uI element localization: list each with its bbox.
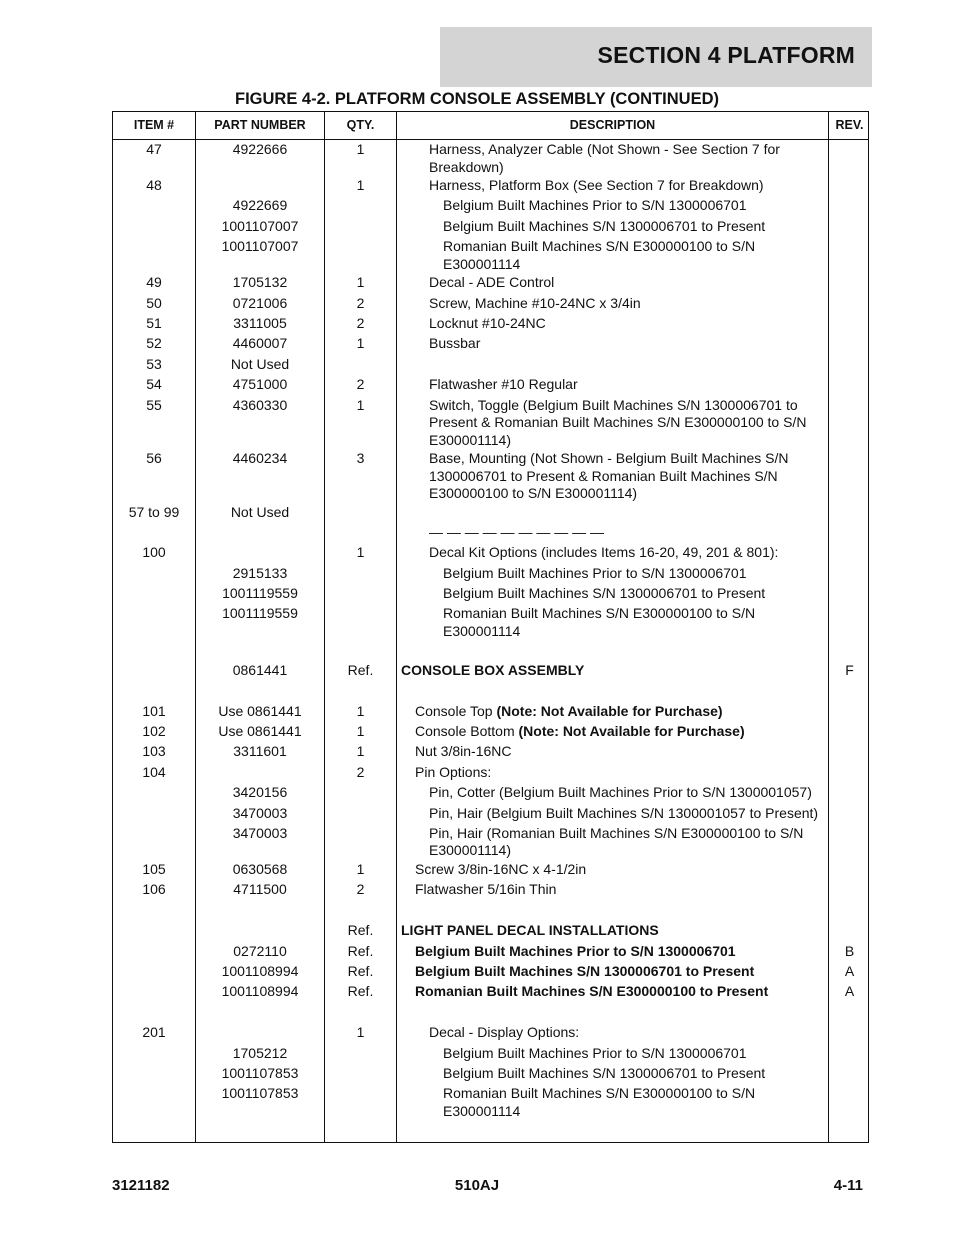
table-row <box>113 722 870 742</box>
description-text: LIGHT PANEL DECAL INSTALLATIONS <box>401 922 659 939</box>
description <box>429 273 827 292</box>
table-row <box>113 702 870 722</box>
table-row <box>113 140 870 176</box>
column-header-rev: REV. <box>835 118 864 132</box>
item-number: 52 <box>146 335 162 352</box>
description-text: Screw 3/8in-16NC x 4-1/2in <box>415 860 587 877</box>
part-number: 1001108994 <box>221 962 299 979</box>
table-row <box>113 217 870 237</box>
table-row <box>113 334 870 354</box>
item-number: 57 to 99 <box>128 503 180 520</box>
quantity: 2 <box>356 881 365 898</box>
description <box>443 1044 827 1063</box>
description <box>443 1064 827 1083</box>
description <box>429 783 827 802</box>
description <box>443 604 827 640</box>
description <box>429 334 827 353</box>
description-text: Flatwasher 5/16in Thin <box>415 881 557 898</box>
table-spacer <box>113 1003 870 1023</box>
table-row <box>113 1084 870 1120</box>
part-number: Not Used <box>230 503 290 520</box>
part-number: 4360330 <box>232 396 288 413</box>
page-number: 4-11 <box>833 1177 863 1194</box>
item-number: 104 <box>142 763 166 780</box>
part-number: 1705132 <box>232 274 288 291</box>
part-number: 4711500 <box>233 881 287 898</box>
item-number: 49 <box>146 274 162 291</box>
quantity: 1 <box>356 396 365 413</box>
description <box>401 921 827 940</box>
part-number: 3470003 <box>232 824 288 841</box>
item-number: 102 <box>142 723 166 740</box>
description <box>443 564 827 583</box>
table-spacer <box>113 640 870 660</box>
quantity: 1 <box>356 544 365 561</box>
part-number: 1001107007 <box>221 238 299 255</box>
table-row <box>113 804 870 824</box>
description-text: Belgium Built Machines S/N 1300006701 to Present <box>443 585 766 602</box>
table-row <box>113 523 870 543</box>
description-text: Screw, Machine #10-24NC x 3/4in <box>429 294 641 311</box>
description <box>415 702 827 721</box>
part-number: 2915133 <box>232 564 288 581</box>
description-text: Pin Options: <box>415 763 492 780</box>
description-text: Romanian Built Machines S/N E300000100 to Present <box>415 983 769 1000</box>
table-row <box>113 921 870 941</box>
quantity: 2 <box>356 376 365 393</box>
description-text: Pin, Hair (Belgium Built Machines S/N 1300001057 to Present) <box>429 804 819 821</box>
revision: B <box>844 942 855 959</box>
quantity: 1 <box>356 702 365 719</box>
item-number: 105 <box>142 860 166 877</box>
description-text: Romanian Built Machines S/N E300000100 to S/N E300001114 <box>443 1085 756 1119</box>
item-number: 51 <box>146 314 162 331</box>
description-text: Belgium Built Machines S/N 1300006701 to Present <box>415 962 755 979</box>
description-text: Locknut #10-24NC <box>429 314 546 331</box>
quantity: Ref. <box>347 983 374 1000</box>
quantity: Ref. <box>347 661 374 678</box>
part-number: 3311005 <box>233 314 287 331</box>
quantity: 1 <box>356 274 365 291</box>
table-row <box>113 196 870 216</box>
description-text: Base, Mounting (Not Shown - Belgium Built Machines S/N 1300006701 to Present & Romanian Built Machines S/N E300000100 to S/N E300001114) <box>429 450 789 502</box>
description <box>429 543 827 562</box>
description-text: Belgium Built Machines S/N 1300006701 to Present <box>443 1064 766 1081</box>
description <box>415 962 827 981</box>
description <box>415 763 827 782</box>
part-number: 1001119559 <box>222 585 298 602</box>
description-text: Flatwasher #10 Regular <box>429 376 578 393</box>
quantity: Ref. <box>347 922 374 939</box>
description <box>443 237 827 273</box>
description-text: Console Bottom <box>415 723 515 740</box>
quantity: Ref. <box>347 962 374 979</box>
description <box>429 294 827 313</box>
quantity: 1 <box>356 743 365 760</box>
revision: A <box>844 962 855 979</box>
table-row <box>113 449 870 503</box>
description <box>429 804 827 823</box>
table-row <box>113 604 870 640</box>
table-row <box>113 742 870 762</box>
section-title: SECTION 4 PLATFORM <box>597 42 855 68</box>
table-row <box>113 503 870 523</box>
description-text: Belgium Built Machines S/N 1300006701 to Present <box>443 217 766 234</box>
column-header-item: ITEM # <box>133 118 175 132</box>
description-text: Belgium Built Machines Prior to S/N 1300006701 <box>443 564 747 581</box>
parts-table <box>112 111 869 1143</box>
quantity: 1 <box>356 335 365 352</box>
column-header-qty: QTY. <box>346 118 375 132</box>
part-number: 0630568 <box>232 860 288 877</box>
table-row <box>113 763 870 783</box>
description-text: Harness, Platform Box (See Section 7 for Breakdown) <box>429 177 764 193</box>
part-number: 3470003 <box>232 804 288 821</box>
part-number: Use 0861441 <box>218 702 302 719</box>
table-body <box>113 140 870 1120</box>
description <box>401 661 827 680</box>
description-note: (Note: Not Available for Purchase) <box>492 702 723 719</box>
table-row <box>113 564 870 584</box>
item-number: 101 <box>142 702 166 719</box>
quantity: 1 <box>356 860 365 877</box>
description-text: — — — — — — — — — — <box>429 523 605 540</box>
table-row <box>113 880 870 900</box>
part-number: 1001107007 <box>221 217 299 234</box>
description-text: Decal Kit Options (includes Items 16-20, 49, 201 & 801): <box>429 544 779 561</box>
item-number: 55 <box>146 396 162 413</box>
description <box>429 449 827 503</box>
description-text: Switch, Toggle (Belgium Built Machines S/N 1300006701 to Present & Romanian Built Machines S/N E300000100 to S/N E300001114) <box>429 396 807 448</box>
quantity: 2 <box>356 314 365 331</box>
description <box>415 982 827 1001</box>
description <box>429 355 827 356</box>
description-text: Decal - ADE Control <box>429 274 555 291</box>
description-text: Decal - Display Options: <box>429 1024 580 1041</box>
part-number: 1705212 <box>232 1044 288 1061</box>
table-spacer <box>113 901 870 921</box>
description <box>415 722 827 741</box>
item-number: 103 <box>142 743 166 760</box>
part-number: 0721006 <box>232 294 288 311</box>
quantity: Ref. <box>347 942 374 959</box>
table-row <box>113 783 870 803</box>
quantity: 1 <box>356 1024 365 1041</box>
description <box>443 584 827 603</box>
quantity: 1 <box>356 141 365 157</box>
description <box>415 880 827 899</box>
item-number: 201 <box>142 1024 166 1041</box>
table-row <box>113 396 870 450</box>
item-number: 50 <box>146 294 162 311</box>
quantity: 2 <box>356 294 365 311</box>
item-number: 53 <box>146 355 162 372</box>
table-row <box>113 962 870 982</box>
table-row <box>113 273 870 293</box>
part-number: 1001107853 <box>221 1064 299 1081</box>
description <box>415 942 827 961</box>
part-number: 4460234 <box>232 450 288 467</box>
part-number: 0861441 <box>232 661 288 678</box>
description-text: Romanian Built Machines S/N E300000100 to S/N E300001114 <box>443 238 756 272</box>
description <box>429 824 827 860</box>
table-row <box>113 1023 870 1043</box>
table-row <box>113 294 870 314</box>
item-number: 56 <box>146 450 162 467</box>
quantity: 2 <box>356 763 365 780</box>
description-text: Belgium Built Machines Prior to S/N 1300006701 <box>443 1044 747 1061</box>
description-text: Pin, Cotter (Belgium Built Machines Prior to S/N 1300001057) <box>429 784 812 801</box>
item-number: 48 <box>146 177 162 193</box>
part-number: 1001108994 <box>221 983 299 1000</box>
part-number: 4922666 <box>232 141 288 157</box>
description <box>415 742 827 761</box>
description <box>443 1084 827 1120</box>
description <box>443 196 827 215</box>
table-row <box>113 661 870 681</box>
column-header-part-number: PART NUMBER <box>214 118 306 132</box>
quantity: 1 <box>356 723 365 740</box>
part-number: Use 0861441 <box>218 723 302 740</box>
part-number: 3420156 <box>232 784 288 801</box>
figure-title: FIGURE 4-2. PLATFORM CONSOLE ASSEMBLY (CONTINUED) <box>234 90 720 108</box>
part-number: 4460007 <box>232 335 288 352</box>
table-row <box>113 982 870 1002</box>
description <box>429 523 827 542</box>
description-text: Belgium Built Machines Prior to S/N 1300006701 <box>415 942 736 959</box>
item-number: 100 <box>142 544 166 561</box>
table-row <box>113 543 870 563</box>
description <box>429 1023 827 1042</box>
revision: F <box>845 661 854 678</box>
part-number: 1001119559 <box>222 605 298 622</box>
part-number: 4922669 <box>232 197 288 214</box>
table-row <box>113 176 870 196</box>
description-text: Belgium Built Machines Prior to S/N 1300006701 <box>443 197 747 214</box>
description <box>429 375 827 394</box>
description-text: CONSOLE BOX ASSEMBLY <box>401 661 585 678</box>
description <box>415 860 827 879</box>
description-text: Bussbar <box>429 335 481 352</box>
part-number: 1001107853 <box>221 1085 299 1102</box>
item-number: 54 <box>146 376 162 393</box>
description-text: Pin, Hair (Romanian Built Machines S/N E300000100 to S/N E300001114) <box>429 824 804 859</box>
revision: A <box>844 983 855 1000</box>
item-number: 47 <box>146 141 162 157</box>
model-name: 510AJ <box>454 1177 500 1194</box>
description <box>429 396 827 450</box>
table-row <box>113 824 870 860</box>
description-text: Harness, Analyzer Cable (Not Shown - See Section 7 for Breakdown) <box>429 141 780 175</box>
quantity: 3 <box>356 450 365 467</box>
item-number: 106 <box>142 881 166 898</box>
table-row <box>113 355 870 375</box>
table-row <box>113 860 870 880</box>
column-header-description: DESCRIPTION <box>569 118 656 132</box>
table-row <box>113 942 870 962</box>
table-row <box>113 1064 870 1084</box>
description <box>429 314 827 333</box>
part-number: 3311601 <box>233 743 287 760</box>
table-row <box>113 314 870 334</box>
table-row <box>113 375 870 395</box>
description-text: Nut 3/8in-16NC <box>415 743 512 760</box>
table-row <box>113 237 870 273</box>
description-text: Romanian Built Machines S/N E300000100 to S/N E300001114 <box>443 605 756 639</box>
document-number: 3121182 <box>112 1177 170 1194</box>
description <box>429 503 827 504</box>
description <box>429 176 827 195</box>
description <box>429 140 827 176</box>
description <box>443 217 827 236</box>
part-number: 0272110 <box>233 942 287 959</box>
part-number: Not Used <box>230 355 290 372</box>
table-row <box>113 1044 870 1064</box>
description-note: (Note: Not Available for Purchase) <box>514 723 745 740</box>
table-row <box>113 584 870 604</box>
table-spacer <box>113 681 870 701</box>
quantity: 1 <box>356 177 365 193</box>
part-number: 4751000 <box>232 376 288 393</box>
description-text: Console Top <box>415 702 493 719</box>
